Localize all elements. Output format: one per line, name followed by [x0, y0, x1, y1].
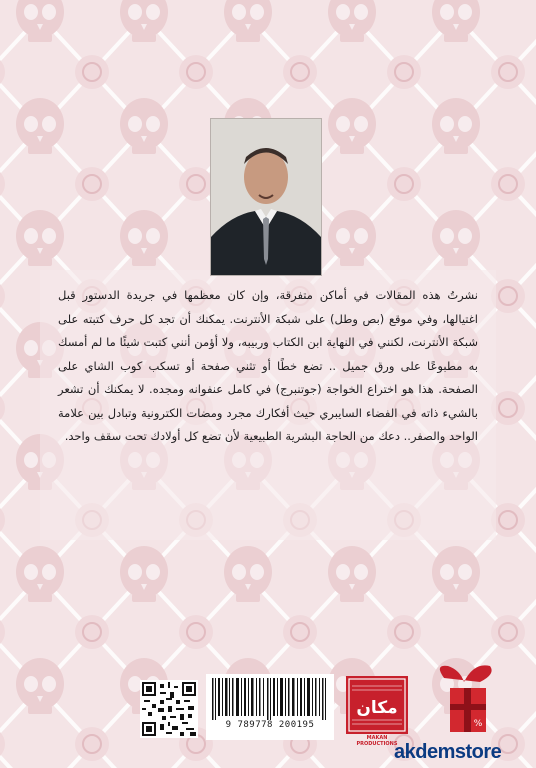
isbn-digits: 9 789778 200195 — [225, 720, 315, 730]
blurb-paragraph: نشرتُ هذه المقالات في أماكن متفرقة، وإن كان معظمها في جريدة الدستور قبل اغتيالها، وفي موقع (بص وطل) على شبكة الأنترنت. يمكنك أن تجد كل حرف كتبته على شبكة الأنترنت، لكنني في النهاية ابن الكتاب وربيبه، ولا أؤمن أنني كتبت شيئًا ما لم أمسك به مطبوعًا على ورق جميل .. تضع خطًا أو تثني صفحة أو تسكب كوب الشاي على الصفحة. هذا هو اختراع الخواجة (جوتنبرج) في كامل عنفوانه ومجده. لا يمكنك أن تشعر بالشيء ذاته في الفضاء السايبري حيث أفكارك مجرد ومضات الكترونية وتبادل بين علامة الواحد والصفر.. دعك من الحاجة البشرية الطبيعية لأن تضع كل أولادك تحت سقف واحد. — [58, 288, 478, 443]
blurb-text — [58, 284, 478, 449]
isbn-barcode — [206, 674, 334, 740]
publisher-logo — [346, 676, 408, 734]
author-photo — [210, 118, 322, 276]
publisher-gift-icon — [430, 660, 500, 736]
store-watermark: akdemstore — [394, 741, 502, 763]
svg-text:%: % — [473, 719, 483, 729]
publisher-logo-text: مكان — [356, 698, 398, 718]
publisher-caption: MAKAN PRODUCTIONS — [356, 735, 398, 747]
qr-code — [140, 680, 198, 738]
